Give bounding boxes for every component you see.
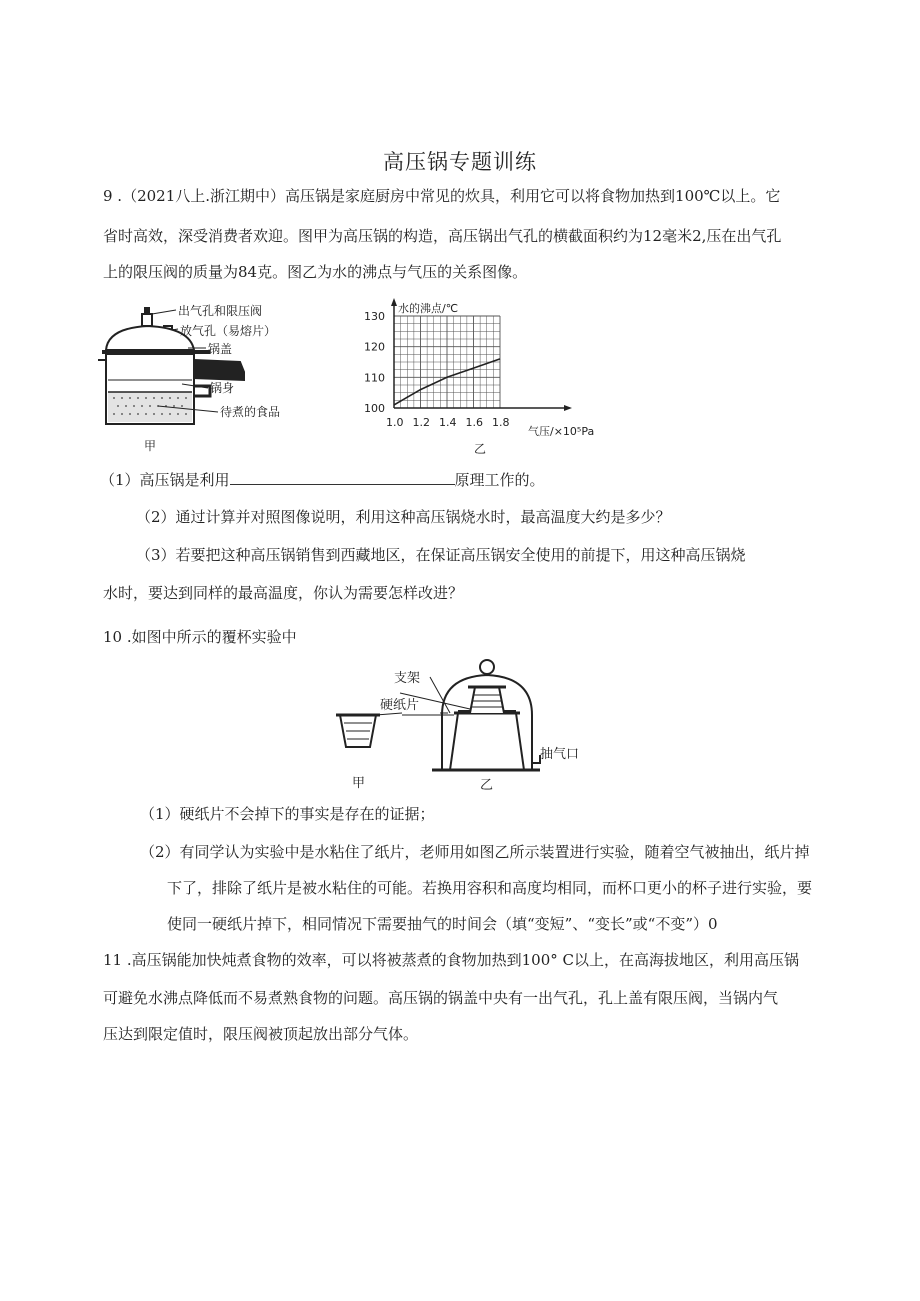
label-vent-fuse: 放气孔（易熔片） [180, 324, 277, 338]
label-lid: 锅盖 [208, 342, 233, 356]
q9-sub1-after: 原理工作的。 [454, 471, 545, 489]
y-tick-label: 100 [364, 402, 385, 415]
caption-jia: 甲 [144, 439, 157, 453]
label-outlet-valve: 出气孔和限压阀 [178, 304, 263, 318]
label-pot-body: 锅身 [210, 381, 235, 395]
q11-line2: 可避免水沸点降低而不易煮熟食物的问题。高压锅的锅盖中央有一出气孔，孔上盖有限压阀，当锅内气 [103, 989, 779, 1007]
y-tick-label: 130 [364, 310, 385, 323]
caption-jia-cup: 甲 [352, 776, 366, 791]
y-axis-label: 水的沸点/℃ [398, 302, 459, 315]
q9-line2: 省时高效，深受消费者欢迎。图甲为高压锅的构造，高压锅出气孔的横截面积约为12毫米2,压在出气孔 [103, 227, 782, 245]
q9-sub3-line1: （3）若要把这种高压锅销售到西藏地区，在保证高压锅安全使用的前提下，用这种高压锅烧 [136, 546, 746, 564]
q9-sub3-line2: 水时，要达到同样的最高温度，你认为需要怎样改进？ [103, 584, 464, 602]
q9-sub1-before: （1）高压锅是利用 [100, 471, 230, 489]
y-tick-label: 110 [364, 371, 385, 385]
cup-jia-drawing [336, 715, 380, 747]
q10-sub2-line1: （2）有同学认为实验中是水粘住了纸片，老师用如图乙所示装置进行实验，随着空气被抽出，纸片掉 [140, 843, 810, 861]
pressure-cooker-figure [98, 300, 330, 460]
x-tick-label: 1.2 [412, 416, 430, 429]
q11-line1: 11 .高压锅能加快炖煮食物的效率，可以将被蒸煮的食物加热到100° C以上，在高海拔地区，利用高压锅 [103, 951, 800, 969]
label-support: 支架 [394, 671, 421, 686]
q9-line3: 上的限压阀的质量为84克。图乙为水的沸点与气压的关系图像。 [103, 263, 528, 281]
q9-line1: 9 .（2021八上.浙江期中）高压锅是家庭厨房中常见的炊具，利用它可以将食物加热到100℃以上。它 [103, 187, 781, 205]
answer-blank-1[interactable] [230, 469, 455, 485]
q10-sub1: （1）硬纸片不会掉下的事实是存在的证据； [140, 805, 435, 823]
q10-stem: 10 .如图中所示的覆杯实验中 [103, 628, 297, 646]
chart-grid [394, 316, 500, 408]
x-tick-label: 1.6 [465, 416, 483, 429]
caption-yi: 乙 [474, 442, 487, 456]
label-outlet: 抽气口 [540, 747, 580, 762]
label-card: 硬纸片 [380, 698, 420, 713]
x-tick-label: 1.0 [386, 416, 404, 429]
q10-sub2-line3: 使同一硬纸片掉下，相同情况下需要抽气的时间会（填“变短”、“变长”或“不变”）0 [167, 915, 718, 933]
page-title: 高压锅专题训练 [383, 150, 537, 174]
q9-sub1 [100, 469, 545, 490]
x-tick-label: 1.4 [439, 416, 457, 429]
x-axis-arrow [564, 405, 572, 411]
q11-line3: 压达到限定值时，限压阀被顶起放出部分气体。 [103, 1025, 419, 1043]
x-axis-label: 气压/×10⁵Pa [528, 425, 595, 438]
caption-yi-cup: 乙 [480, 778, 494, 793]
x-tick-label: 1.8 [492, 416, 510, 429]
y-tick-label: 120 [364, 340, 385, 354]
cup-experiment-figure [330, 655, 600, 797]
q9-sub2: （2）通过计算并对照图像说明，利用这种高压锅烧水时，最高温度大约是多少？ [136, 508, 671, 526]
boiling-point-chart [360, 298, 620, 456]
label-food: 待煮的食品 [220, 405, 281, 419]
y-axis-arrow [391, 298, 397, 306]
q10-sub2-line2: 下了，排除了纸片是被水粘住的可能。若换用容积和高度均相同，而杯口更小的杯子进行实验，要 [167, 879, 813, 897]
